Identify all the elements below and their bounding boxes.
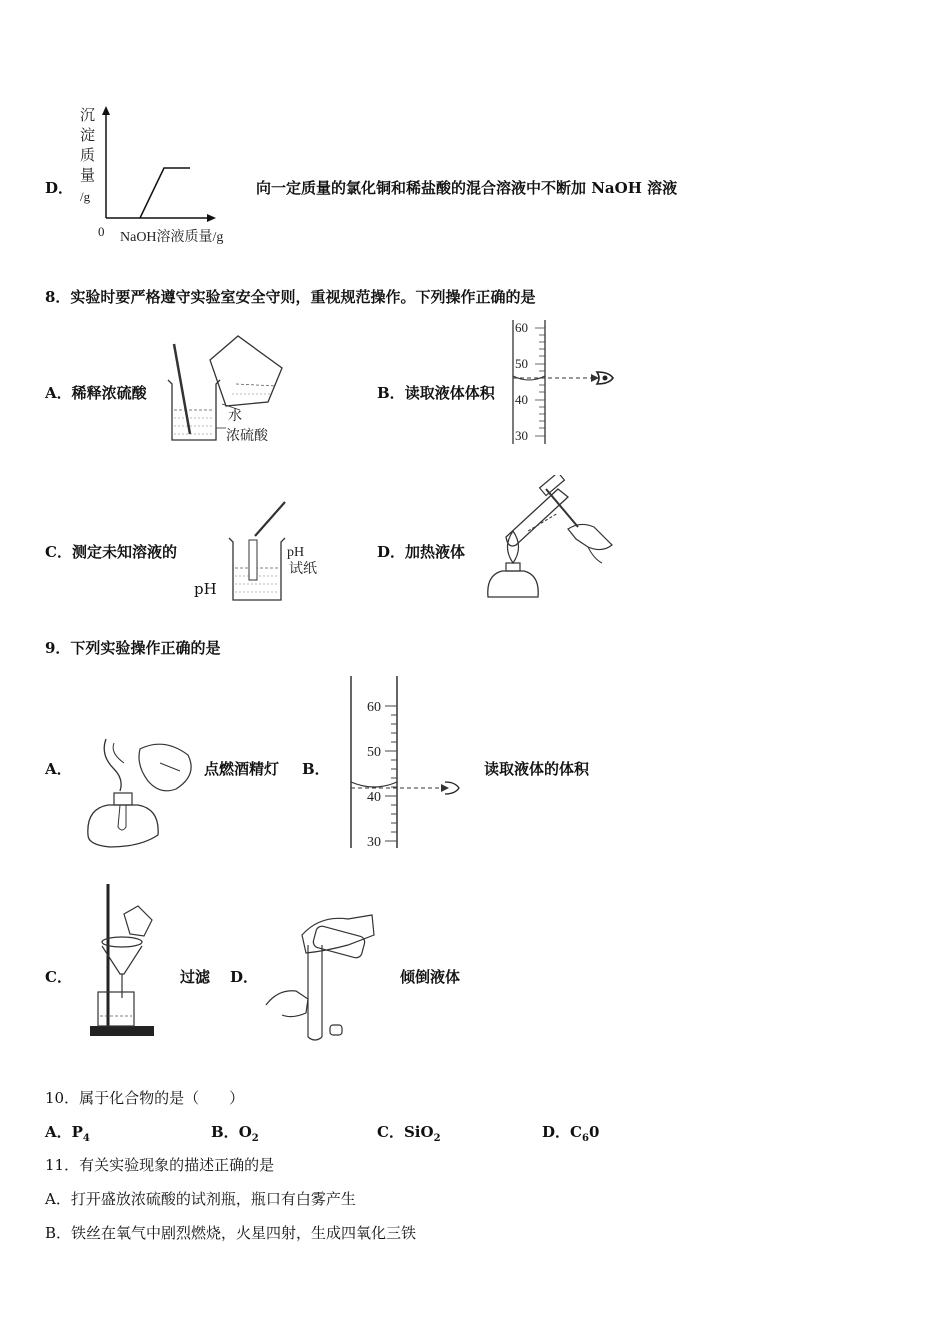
q10b-main: O xyxy=(238,1123,252,1141)
q8d-label: D． xyxy=(377,543,406,561)
tick-60: 60 xyxy=(515,320,528,335)
q10d-main: C xyxy=(570,1123,582,1141)
q10a-main: P xyxy=(71,1123,83,1141)
q10a-sub: 4 xyxy=(82,1133,90,1144)
graph-ylabel-1: 沉 xyxy=(80,108,96,124)
fig-water-label: 水 xyxy=(228,409,242,424)
ph-test-figure xyxy=(225,496,335,604)
fig-paper-label: 试纸 xyxy=(289,562,317,577)
q10c-sub: 2 xyxy=(433,1133,441,1144)
q8c-ph: pH xyxy=(194,580,217,598)
q10-option-d xyxy=(542,1121,599,1144)
tick-50: 50 xyxy=(515,356,528,371)
tick-30: 30 xyxy=(515,428,528,443)
q11-stem: 11．有关实验现象的描述正确的是 xyxy=(45,1156,275,1174)
tick-50-b: 50 xyxy=(367,745,381,760)
q7d-label: D． xyxy=(45,179,74,197)
q9d-text: 倾倒液体 xyxy=(400,968,461,986)
q10c-label: C． xyxy=(377,1123,404,1141)
q10-option-b xyxy=(211,1121,259,1144)
q8d-text: 加热液体 xyxy=(405,543,466,561)
q10a-label: A． xyxy=(45,1123,72,1141)
q8c-label: C． xyxy=(45,543,72,561)
graph-ylabel-4: 量 xyxy=(80,168,96,184)
q10-option-a xyxy=(45,1121,90,1144)
filtration-figure xyxy=(88,880,160,1040)
tick-40-b: 40 xyxy=(367,790,381,805)
q8a-text: 稀释浓硫酸 xyxy=(71,384,147,402)
tick-30-b: 30 xyxy=(367,835,381,850)
cylinder-read-figure-9b xyxy=(345,676,470,851)
tick-40: 40 xyxy=(515,392,528,407)
q9b-text: 读取液体的体积 xyxy=(484,760,590,778)
q7d-text: 向一定质量的氯化铜和稀盐酸的混合溶液中不断加 NaOH 溶液 xyxy=(256,179,678,197)
precipitate-graph xyxy=(72,100,252,250)
q10d-tail: 0 xyxy=(588,1123,600,1141)
q8a-label: A． xyxy=(45,384,72,402)
graph-ylabel-3: 质 xyxy=(80,148,96,164)
q8b-text: 读取液体体积 xyxy=(404,384,495,402)
q10-stem: 10．属于化合物的是（ ） xyxy=(45,1089,245,1107)
q8d-label-text xyxy=(377,541,465,562)
cylinder-read-figure-8b xyxy=(505,318,620,446)
q10c-main: SiO xyxy=(403,1123,434,1141)
graph-origin: 0 xyxy=(98,224,105,239)
q10b-label: B． xyxy=(211,1123,239,1141)
q8b-label-text xyxy=(377,382,495,403)
q10-option-c xyxy=(377,1121,441,1144)
tick-60-b: 60 xyxy=(367,700,381,715)
q9-stem: 9．下列实验操作正确的是 xyxy=(45,639,221,657)
q8c-text: 测定未知溶液的 xyxy=(71,543,177,561)
q11-option-a: A．打开盛放浓硫酸的试剂瓶，瓶口有白雾产生 xyxy=(45,1190,356,1208)
q9c-label: C． xyxy=(45,968,72,986)
q8b-label: B． xyxy=(377,384,405,402)
lamp-lighting-figure xyxy=(80,735,200,855)
pour-liquid-figure xyxy=(262,905,382,1045)
fig-ph-label: pH xyxy=(287,545,305,560)
q9a-label: A． xyxy=(45,760,72,778)
q10d-sub: 6 xyxy=(581,1133,589,1144)
q8a-label-text xyxy=(45,382,147,403)
q8-stem: 8．实验时要严格遵守实验室安全守则，重视规范操作。下列操作正确的是 xyxy=(45,288,536,306)
dilute-acid-figure xyxy=(160,332,290,447)
fig-acid-label: 浓硫酸 xyxy=(226,429,268,444)
q10b-sub: 2 xyxy=(251,1133,259,1144)
graph-ylabel-2: 淀 xyxy=(80,128,96,144)
q9d-label: D． xyxy=(230,968,259,986)
graph-ylabel-5: /g xyxy=(80,189,91,204)
q8c-label-text xyxy=(45,541,177,562)
q9a-text: 点燃酒精灯 xyxy=(204,760,280,778)
q10d-label: D． xyxy=(542,1123,571,1141)
graph-xlabel: NaOH溶液质量/g xyxy=(120,230,224,245)
heat-liquid-figure xyxy=(476,475,616,605)
q11-option-b: B．铁丝在氧气中剧烈燃烧，火星四射，生成四氧化三铁 xyxy=(45,1224,417,1242)
q9b-label: B． xyxy=(302,760,330,778)
q9c-text: 过滤 xyxy=(180,968,211,986)
